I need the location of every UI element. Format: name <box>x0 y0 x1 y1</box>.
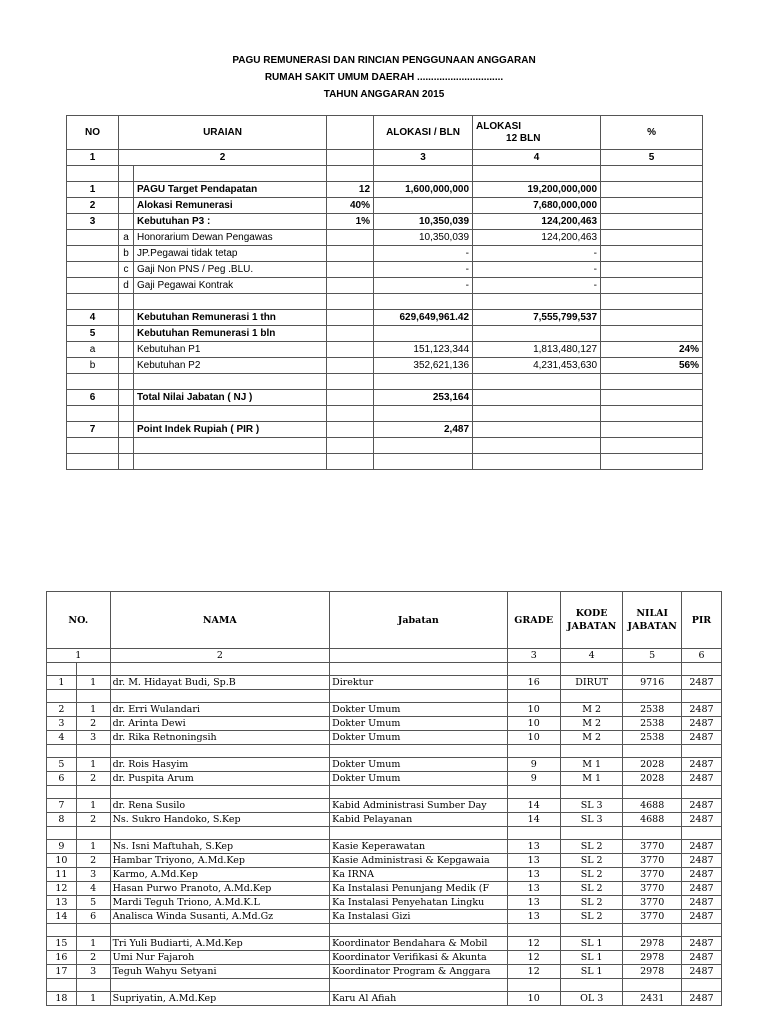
blank-row <box>47 979 722 992</box>
header-nilai-jabatan: NILAI JABATAN <box>623 592 681 649</box>
budget-row: 7 Point Indek Rupiah ( PIR ) 2,487 <box>67 422 703 438</box>
table-row: 16 2 Umi Nur Fajaroh Koordinator Verifikasi & Akunta 12 SL 1 2978 2487 <box>47 951 722 965</box>
table-row: 6 2 dr. Puspita Arum Dokter Umum 9 M 1 2028 2487 <box>47 772 722 786</box>
table-row: 13 5 Mardi Teguh Triono, A.Md.K.L Ka Instalasi Penyehatan Lingku 13 SL 2 3770 2487 <box>47 896 722 910</box>
header-no: NO. <box>47 592 111 649</box>
header-jabatan: Jabatan <box>330 592 507 649</box>
blank-row <box>67 374 703 390</box>
table-row: 9 1 Ns. Isni Maftuhah, S.Kep Kasie Keperawatan 13 SL 2 3770 2487 <box>47 840 722 854</box>
title-line-2: RUMAH SAKIT UMUM DAERAH ............................... <box>264 72 504 83</box>
table-row: 17 3 Teguh Wahyu Setyani Koordinator Program & Anggara 12 SL 1 2978 2487 <box>47 965 722 979</box>
table-row: 1 1 dr. M. Hidayat Budi, Sp.B Direktur 16 DIRUT 9716 2487 <box>47 676 722 690</box>
budget-body <box>67 166 703 470</box>
blank-row <box>67 166 703 182</box>
header-nama: NAMA <box>110 592 330 649</box>
budget-row: 5 Kebutuhan Remunerasi 1 bln <box>67 326 703 342</box>
blank-row <box>47 827 722 840</box>
header-pir: PIR <box>681 592 721 649</box>
staff-body <box>47 663 722 1006</box>
header-grade: GRADE <box>507 592 560 649</box>
staff-header-row <box>47 592 722 649</box>
budget-row: a Honorarium Dewan Pengawas 10,350,039 124,200,463 <box>67 230 703 246</box>
budget-table <box>66 115 703 470</box>
table-row: 5 1 dr. Rois Hasyim Dokter Umum 9 M 1 2028 2487 <box>47 758 722 772</box>
header-uraian: URAIAN <box>119 116 327 150</box>
blank-row <box>47 786 722 799</box>
table-row: 14 6 Analisca Winda Susanti, A.Md.Gz Ka Instalasi Gizi 13 SL 2 3770 2487 <box>47 910 722 924</box>
budget-row: 1 PAGU Target Pendapatan 12 1,600,000,000 19,200,000,000 <box>67 182 703 198</box>
header-pct: % <box>601 116 703 150</box>
table-row: 7 1 dr. Rena Susilo Kabid Administrasi Sumber Day 14 SL 3 4688 2487 <box>47 799 722 813</box>
table-row: 2 1 dr. Erri Wulandari Dokter Umum 10 M 2 2538 2487 <box>47 703 722 717</box>
blank-row <box>47 690 722 703</box>
title-line-1: PAGU REMUNERASI DAN RINCIAN PENGGUNAAN ANGGARAN <box>232 55 536 66</box>
header-alokasi-12-line1: ALOKASI <box>476 120 522 132</box>
budget-row: a Kebutuhan P1 151,123,344 1,813,480,127 24% <box>67 342 703 358</box>
header-alokasi-12-line2: 12 BLN <box>506 132 541 144</box>
table-row: 15 1 Tri Yuli Budiarti, A.Md.Kep Koordinator Bendahara & Mobil 12 SL 1 2978 2487 <box>47 937 722 951</box>
budget-row: b Kebutuhan P2 352,621,136 4,231,453,630 56% <box>67 358 703 374</box>
budget-row: 3 Kebutuhan P3 : 1% 10,350,039 124,200,463 <box>67 214 703 230</box>
budget-header-row <box>67 116 703 150</box>
blank-row <box>67 438 703 454</box>
budget-row: 4 Kebutuhan Remunerasi 1 thn 629,649,961.42 7,555,799,537 <box>67 310 703 326</box>
budget-row: c Gaji Non PNS / Peg .BLU. - - <box>67 262 703 278</box>
document-title <box>0 52 768 103</box>
table-row: 12 4 Hasan Purwo Pranoto, A.Md.Kep Ka Instalasi Penunjang Medik (F 13 SL 2 3770 2487 <box>47 882 722 896</box>
table-row: 10 2 Hambar Triyono, A.Md.Kep Kasie Administrasi & Kepgawaia 13 SL 2 3770 2487 <box>47 854 722 868</box>
header-kode-jabatan: KODE JABATAN <box>560 592 623 649</box>
header-no: NO <box>67 116 119 150</box>
blank-row <box>47 745 722 758</box>
blank-row <box>67 294 703 310</box>
blank-row <box>67 406 703 422</box>
table-row: 8 2 Ns. Sukro Handoko, S.Kep Kabid Pelayanan 14 SL 3 4688 2487 <box>47 813 722 827</box>
header-alokasi-12 <box>473 116 601 150</box>
blank-row <box>47 663 722 676</box>
table-row: 18 1 Supriyatin, A.Md.Kep Karu Al Afiah 10 OL 3 2431 2487 <box>47 992 722 1006</box>
staff-colnum-row: 1 2 3 4 5 6 <box>47 649 722 663</box>
budget-row: b JP.Pegawai tidak tetap - - <box>67 246 703 262</box>
table-row: 11 3 Karmo, A.Md.Kep Ka IRNA 13 SL 2 3770 2487 <box>47 868 722 882</box>
budget-colnum-row: 1 2 3 4 5 <box>67 150 703 166</box>
header-alokasi-bln: ALOKASI / BLN <box>374 116 473 150</box>
budget-row: 6 Total Nilai Jabatan ( NJ ) 253,164 <box>67 390 703 406</box>
title-line-3: TAHUN ANGGARAN 2015 <box>323 89 445 100</box>
budget-row: 2 Alokasi Remunerasi 40% 7,680,000,000 <box>67 198 703 214</box>
staff-table <box>46 591 722 1006</box>
table-row: 4 3 dr. Rika Retnoningsih Dokter Umum 10 M 2 2538 2487 <box>47 731 722 745</box>
budget-row: d Gaji Pegawai Kontrak - - <box>67 278 703 294</box>
table-row: 3 2 dr. Arinta Dewi Dokter Umum 10 M 2 2538 2487 <box>47 717 722 731</box>
blank-row <box>67 454 703 470</box>
blank-row <box>47 924 722 937</box>
